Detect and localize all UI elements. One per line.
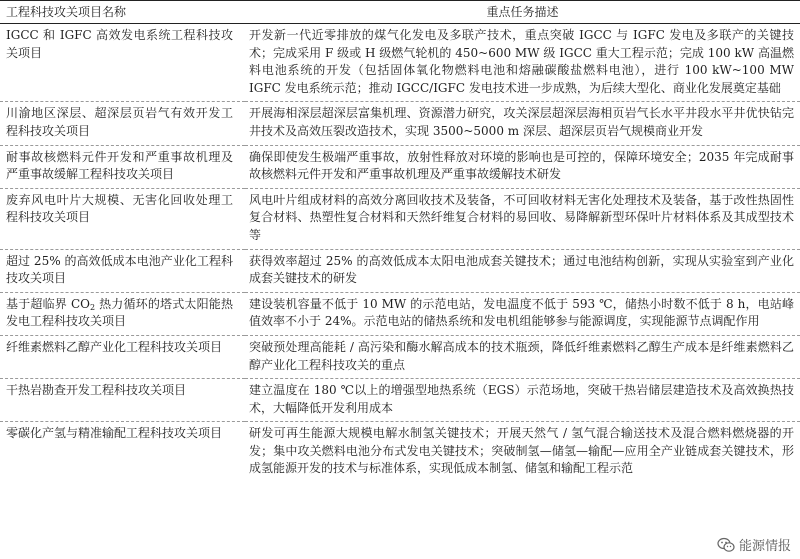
task-description-cell: 确保即使发生极端严重事故，放射性释放对环境的影响也是可控的，保障环境安全；2035 年完成耐事故核燃料元件开发和严重事故机理及严重事故缓解技术研发 <box>245 145 800 188</box>
wechat-icon <box>717 537 735 553</box>
project-name-cell: 零碳化产氢与精准输配工程科技攻关项目 <box>6 426 223 441</box>
project-name-cell: IGCC 和 IGFC 高效发电系统工程科技攻关项目 <box>0 24 245 102</box>
task-description-cell: 风电叶片组成材料的高效分离回收技术及装备，不可回收材料无害化处理技术及装备，基于改性热固性复合材料、热塑性复合材料和天然纤维复合材料的易回收、易降解新型环保叶片材料体系及其成型技术等 <box>245 188 800 249</box>
task-description-cell: 建立温度在 180 ℃以上的增强型地热系统（EGS）示范场地，突破干热岩储层建造技术及高效换热技术，大幅降低开发利用成本 <box>245 379 800 422</box>
task-description-cell: 研发可再生能源大规模电解水制氢关键技术；开展天然气 / 氢气混合输送技术及混合燃料燃烧器的开发；集中攻关燃料电池分布式发电关键技术；突破制氢—储氢—输配—应用全产业链成套关键技术，形成氢能源开发的技术与标准体系，实现低成本制氢、储氢和输配工程示范 <box>249 426 794 476</box>
task-description-cell: 建设装机容量不低于 10 MW 的示范电站，发电温度不低于 593 ℃，储热小时数不低于 8 h，电站峰值效率不小于 24%。示范电站的储热系统和发电机组能够参与能源调度，实现能源节点调配作用 <box>245 292 800 335</box>
table-row <box>0 379 800 422</box>
project-name-text: 基于超临界 CO <box>6 296 90 311</box>
project-name-cell: 废弃风电叶片大规模、无害化回收处理工程科技攻关项目 <box>0 188 245 249</box>
table-row <box>0 145 800 188</box>
table-row <box>0 249 800 292</box>
subscript-two: 2 <box>89 302 96 312</box>
project-name-cell: 耐事故核燃料元件开发和严重事故机理及严重事故缓解工程科技攻关项目 <box>0 145 245 188</box>
watermark <box>714 534 794 555</box>
project-name-cell: 川渝地区深层、超深层页岩气有效开发工程科技攻关项目 <box>0 102 245 145</box>
table-header-row <box>0 1 800 24</box>
task-description-cell: 开展海相深层超深层富集机理、资源潜力研究，攻关深层超深层海相页岩气长水平井段水平井优快钻完井技术及高效压裂改造技术，实现 3500~5000 m 深层、超深层页岩气规模商业开发 <box>245 102 800 145</box>
watermark-text: 能源情报 <box>738 539 791 554</box>
table-row <box>0 292 800 335</box>
task-description-cell: 开发新一代近零排放的煤气化发电及多联产技术，重点突破 IGCC 与 IGFC 发电及多联产的关键技术；完成采用 F 级或 H 级燃气轮机的 450~600 MW 级 IGCC 重大工程示范；完成 100 kW 高温燃料电池系统的开发（包括固体氧化物燃料电池和熔融碳酸盐燃料电池），进行 100 kW~100 MW IGFC 发电系统示范；推动 IGCC/IGFC 发电技术进一步成熟，为后续大型化、商业化发展奠定基础 <box>245 24 800 102</box>
task-description-cell: 突破预处理高能耗 / 高污染和酶水解高成本的技术瓶颈，降低纤维素燃料乙醇生产成本是纤维素燃料乙醇产业化工程科技攻关的重点 <box>245 335 800 378</box>
table-row <box>0 422 800 482</box>
header-task-description: 重点任务描述 <box>245 1 800 24</box>
project-name-cell <box>0 292 245 335</box>
project-name-cell: 纤维素燃料乙醇产业化工程科技攻关项目 <box>0 335 245 378</box>
table-row <box>0 335 800 378</box>
project-name-cell: 干热岩勘查开发工程科技攻关项目 <box>0 379 245 422</box>
table-row <box>0 102 800 145</box>
task-description-cell: 获得效率超过 25% 的高效低成本太阳电池成套关键技术；通过电池结构创新，实现从实验室到产业化成套关键技术的研发 <box>245 249 800 292</box>
project-name-text: 热力循环的塔式太阳能热发电工程科技攻关项目 <box>6 296 233 329</box>
project-name-cell: 超过 25% 的高效低成本电池产业化工程科技攻关项目 <box>0 249 245 292</box>
table-row <box>0 188 800 249</box>
header-project-name: 工程科技攻关项目名称 <box>0 1 245 24</box>
table-row <box>0 24 800 102</box>
